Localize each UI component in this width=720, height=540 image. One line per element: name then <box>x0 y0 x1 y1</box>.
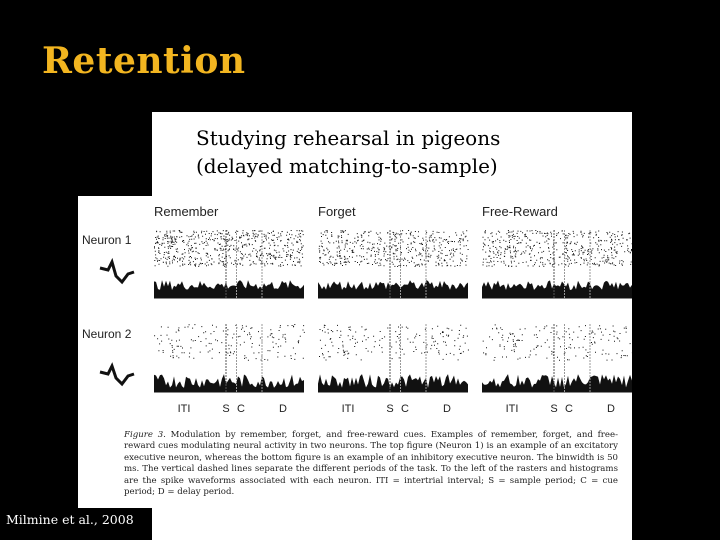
x-axis-label-0-0: ITI <box>177 403 191 415</box>
waveform-neuron-2 <box>100 366 134 384</box>
x-axis-label-0-3: D <box>279 403 287 415</box>
x-axis-label-0-2: C <box>237 403 245 415</box>
figure-caption <box>124 430 618 498</box>
column-header-remember: Remember <box>154 204 219 219</box>
histogram-0-1 <box>154 374 304 392</box>
caption-text: Modulation by remember, forget, and free-reward cues. Examples of remember, forget, and free-reward cues modulating neural activity in two neurons. The top figure (Neuron 1) is an example of an excitatory executive neuron, whereas the bottom figure is an example of an inhibitory executive neuron. The binwidth is 50 ms. The vertical dashed lines separate the different periods of the task. To the left of the rasters and histograms are the spike waveforms associated with each neuron. ITI = intertrial interval; S = sample period; C = cue period; D = delay period. <box>124 430 618 498</box>
histogram-2-0 <box>482 280 632 298</box>
row-label-neuron-1: Neuron 1 <box>82 233 132 247</box>
right-margin <box>632 112 720 540</box>
citation: Milmine et al., 2008 <box>6 512 134 527</box>
x-axis-label-1-3: D <box>443 403 451 415</box>
x-axis-label-2-3: D <box>607 403 615 415</box>
histogram-1-0 <box>318 280 468 298</box>
slide-title: Retention <box>42 40 246 82</box>
subtitle-line-2: (delayed matching-to-sample) <box>196 154 498 178</box>
x-axis-label-1-2: C <box>401 403 409 415</box>
waveform-neuron-1 <box>100 262 134 282</box>
x-axis-label-2-2: C <box>565 403 573 415</box>
raster-0-0 <box>154 230 304 267</box>
raster-1-1 <box>319 325 469 361</box>
histogram-2-1 <box>482 374 632 392</box>
raster-1-0 <box>319 230 469 267</box>
slide-subtitle <box>196 124 500 180</box>
subtitle-line-1: Studying rehearsal in pigeons <box>196 126 501 150</box>
histogram-0-0 <box>154 280 304 298</box>
x-axis-label-0-1: S <box>222 403 230 415</box>
histogram-1-1 <box>318 374 468 392</box>
raster-2-0 <box>482 230 632 267</box>
x-axis-label-2-1: S <box>550 403 558 415</box>
x-axis-label-1-0: ITI <box>341 403 355 415</box>
column-header-forget: Forget <box>318 204 356 219</box>
x-axis-label-2-0: ITI <box>505 403 519 415</box>
column-header-free-reward: Free-Reward <box>482 204 558 219</box>
row-label-neuron-2: Neuron 2 <box>82 327 132 341</box>
raster-2-1 <box>483 324 632 360</box>
x-axis-label-1-1: S <box>386 403 394 415</box>
raster-0-1 <box>154 324 305 361</box>
caption-label: Figure 3. <box>124 430 166 440</box>
